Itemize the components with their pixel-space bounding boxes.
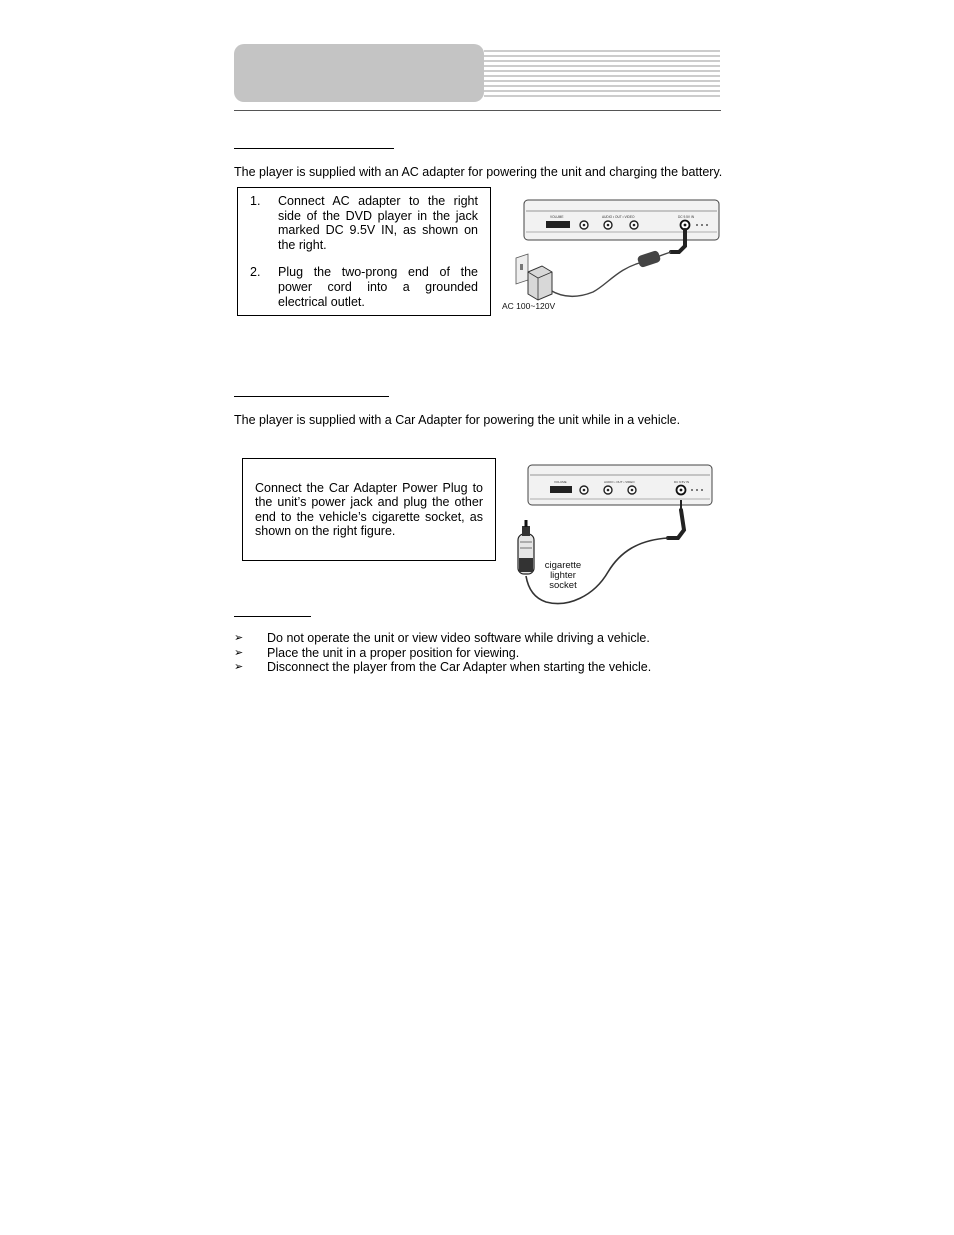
step-number: 1.	[250, 194, 261, 208]
dc-in-label: DC 9.5V IN	[678, 215, 695, 219]
cautions-heading-rule	[234, 616, 311, 617]
chapter-header-tab	[234, 44, 484, 102]
arrow-bullet-icon: ➢	[234, 646, 244, 659]
ac-step-2	[250, 265, 478, 309]
ac-step-1	[250, 194, 478, 252]
section-car-intro: The player is supplied with a Car Adapter for powering the unit while in a vehicle.	[234, 413, 681, 427]
list-item	[234, 646, 734, 661]
volume-label: VOLUME	[554, 480, 567, 484]
socket-label-line-1: cigarette	[544, 560, 582, 571]
section-ac-heading-rule	[234, 148, 394, 149]
socket-label-line-3: socket	[549, 580, 577, 591]
ac-steps-box	[237, 187, 491, 316]
caution-list	[234, 631, 734, 675]
section-ac-intro: The player is supplied with an AC adapter for powering the unit and charging the battery.	[234, 165, 723, 179]
ac-adapter-block	[528, 266, 552, 300]
car-instruction-text: Connect the Car Adapter Power Plug to the unit’s power jack and plug the other end to the vehicle’s cigarette socket, as shown on the right figure.	[255, 481, 483, 538]
list-item	[234, 660, 734, 675]
audio-video-label: AUDIO • OUT • VIDEO	[604, 480, 635, 484]
dc-plug	[668, 510, 684, 538]
step-text: Connect AC adapter to the right side of the DVD player in the jack marked DC 9.5V IN, as shown on the right.	[278, 194, 478, 252]
voltage-label: AC 100~120V	[502, 301, 556, 311]
car-instruction-box	[242, 458, 496, 561]
list-item	[234, 631, 734, 646]
power-cable	[550, 252, 671, 296]
volume-slider	[546, 221, 570, 228]
ac-adapter-figure	[498, 194, 723, 316]
caution-text: Place the unit in a proper position for viewing.	[267, 645, 520, 660]
step-number: 2.	[250, 265, 261, 280]
ferrite-core	[637, 250, 662, 268]
arrow-bullet-icon: ➢	[234, 632, 244, 644]
header-rule	[234, 110, 721, 111]
dc-in-label: DC 9.5V IN	[674, 480, 690, 484]
step-text: Plug the two-prong end of the power cord into a grounded electrical outlet.	[278, 265, 478, 309]
arrow-bullet-icon: ➢	[234, 661, 244, 674]
volume-label: VOLUME	[550, 215, 564, 219]
section-car-heading-rule	[234, 396, 389, 397]
car-adapter-figure	[508, 462, 718, 612]
cigarette-lighter-plug	[518, 520, 534, 574]
caution-text: Disconnect the player from the Car Adapter when starting the vehicle.	[267, 660, 652, 675]
volume-slider	[550, 486, 572, 493]
audio-video-label: AUDIO • OUT • VIDEO	[602, 215, 635, 219]
dvd-player-side-view	[524, 200, 719, 240]
socket-label-line-2: lighter	[550, 570, 576, 581]
caution-text: Do not operate the unit or view video software while driving a vehicle.	[267, 631, 650, 645]
header-line-pattern	[484, 50, 720, 100]
